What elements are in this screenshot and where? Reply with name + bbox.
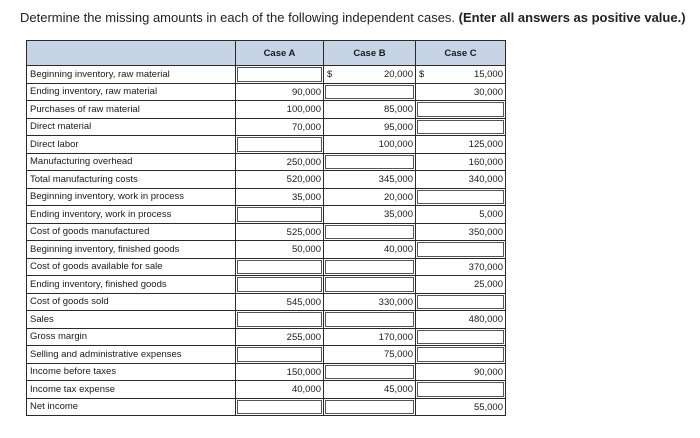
answer-input[interactable] bbox=[325, 85, 414, 100]
case-a-cell bbox=[236, 363, 324, 381]
instruction-main: Determine the missing amounts in each of the following independent cases. bbox=[20, 10, 456, 25]
given-value: 5,000 bbox=[479, 209, 503, 220]
case-a-cell[interactable] bbox=[236, 136, 324, 154]
table-row bbox=[27, 258, 506, 276]
instruction-emphasis: (Enter all answers as positive value.) bbox=[458, 10, 686, 25]
given-value: 20,000 bbox=[383, 191, 413, 203]
case-c-cell bbox=[416, 136, 506, 154]
case-a-cell[interactable] bbox=[236, 346, 324, 364]
case-b-cell bbox=[324, 206, 416, 224]
case-c-cell bbox=[416, 258, 506, 276]
case-a-cell bbox=[236, 153, 324, 171]
row-label: Income before taxes bbox=[27, 363, 236, 381]
answer-input[interactable] bbox=[237, 347, 322, 362]
answer-input[interactable] bbox=[325, 365, 414, 380]
table-row bbox=[27, 206, 506, 224]
case-b-cell[interactable] bbox=[324, 363, 416, 381]
row-label: Direct labor bbox=[27, 136, 236, 154]
header-case-b: Case B bbox=[324, 41, 416, 66]
case-c-cell[interactable] bbox=[416, 241, 506, 259]
dollar-sign: $ bbox=[419, 69, 425, 80]
given-value: 545,000 bbox=[286, 296, 321, 308]
header-case-c: Case C bbox=[416, 41, 506, 66]
case-b-cell bbox=[324, 328, 416, 346]
given-value: 90,000 bbox=[291, 86, 321, 98]
case-b-cell[interactable] bbox=[324, 223, 416, 241]
row-label: Gross margin bbox=[27, 328, 236, 346]
table-row bbox=[27, 241, 506, 259]
header-row bbox=[27, 41, 506, 66]
row-label: Beginning inventory, work in process bbox=[27, 188, 236, 206]
table-row bbox=[27, 346, 506, 364]
row-label: Selling and administrative expenses bbox=[27, 346, 236, 364]
case-a-cell bbox=[236, 188, 324, 206]
given-value: 95,000 bbox=[383, 121, 413, 133]
case-c-cell bbox=[416, 223, 506, 241]
given-value: 370,000 bbox=[468, 261, 503, 273]
case-b-cell bbox=[324, 346, 416, 364]
case-a-cell[interactable] bbox=[236, 276, 324, 294]
given-value: 35,000 bbox=[383, 209, 413, 220]
table-row bbox=[27, 136, 506, 154]
answer-input[interactable] bbox=[237, 277, 322, 292]
given-value: 90,000 bbox=[473, 366, 503, 378]
row-label: Manufacturing overhead bbox=[27, 153, 236, 171]
case-c-cell bbox=[416, 398, 506, 416]
table-row bbox=[27, 223, 506, 241]
answer-input[interactable] bbox=[417, 242, 504, 257]
case-c-cell[interactable] bbox=[416, 188, 506, 206]
answer-input[interactable] bbox=[417, 295, 504, 310]
table-body bbox=[27, 66, 506, 416]
given-value: 150,000 bbox=[286, 366, 321, 378]
given-value: 170,000 bbox=[378, 331, 413, 343]
given-value: 330,000 bbox=[378, 296, 413, 308]
answer-input[interactable] bbox=[237, 260, 322, 275]
instruction-text bbox=[20, 10, 686, 25]
table-row bbox=[27, 398, 506, 416]
case-a-cell bbox=[236, 328, 324, 346]
row-label: Total manufacturing costs bbox=[27, 171, 236, 189]
answer-input[interactable] bbox=[325, 312, 414, 327]
answer-input[interactable] bbox=[417, 330, 504, 345]
given-value: 160,000 bbox=[468, 156, 503, 168]
case-b-cell bbox=[324, 241, 416, 259]
table-row bbox=[27, 381, 506, 399]
row-label: Cost of goods manufactured bbox=[27, 223, 236, 241]
answer-input[interactable] bbox=[325, 260, 414, 275]
case-c-cell bbox=[416, 153, 506, 171]
table-row bbox=[27, 153, 506, 171]
row-label: Cost of goods sold bbox=[27, 293, 236, 311]
table-row bbox=[27, 293, 506, 311]
answer-input[interactable] bbox=[237, 137, 322, 152]
given-value: 70,000 bbox=[291, 121, 321, 133]
header-label bbox=[27, 41, 236, 66]
case-c-cell bbox=[416, 206, 506, 224]
case-c-cell bbox=[416, 83, 506, 101]
given-value: 20,000 bbox=[383, 69, 413, 80]
row-label: Net income bbox=[27, 398, 236, 416]
case-a-cell bbox=[236, 381, 324, 399]
table-row bbox=[27, 118, 506, 136]
case-b-cell bbox=[324, 381, 416, 399]
answer-input[interactable] bbox=[417, 120, 504, 135]
given-value: 15,000 bbox=[473, 69, 503, 80]
answer-input[interactable] bbox=[325, 277, 414, 292]
given-value: 85,000 bbox=[383, 104, 413, 115]
row-label: Income tax expense bbox=[27, 381, 236, 399]
case-a-cell[interactable] bbox=[236, 206, 324, 224]
given-value: 255,000 bbox=[286, 331, 321, 343]
answer-input[interactable] bbox=[325, 155, 414, 170]
dollar-sign: $ bbox=[327, 69, 333, 80]
case-c-cell[interactable] bbox=[416, 346, 506, 364]
case-b-cell[interactable] bbox=[324, 311, 416, 329]
answer-input[interactable] bbox=[237, 207, 322, 222]
given-value: 250,000 bbox=[286, 156, 321, 168]
row-label: Cost of goods available for sale bbox=[27, 258, 236, 276]
case-a-cell bbox=[236, 293, 324, 311]
given-value: 525,000 bbox=[286, 226, 321, 238]
answer-input[interactable] bbox=[417, 190, 504, 205]
answer-input[interactable] bbox=[325, 400, 414, 415]
table-row bbox=[27, 66, 506, 84]
row-label: Beginning inventory, raw material bbox=[27, 66, 236, 84]
row-label: Ending inventory, work in process bbox=[27, 206, 236, 224]
row-label: Beginning inventory, finished goods bbox=[27, 241, 236, 259]
case-a-cell[interactable] bbox=[236, 311, 324, 329]
given-value: 125,000 bbox=[468, 139, 503, 150]
case-c-cell bbox=[416, 311, 506, 329]
case-b-cell bbox=[324, 101, 416, 119]
case-c-cell[interactable] bbox=[416, 328, 506, 346]
answer-input[interactable] bbox=[237, 312, 322, 327]
case-b-cell[interactable] bbox=[324, 398, 416, 416]
row-label: Ending inventory, raw material bbox=[27, 83, 236, 101]
table-row bbox=[27, 363, 506, 381]
answer-input[interactable] bbox=[417, 102, 504, 117]
case-b-cell bbox=[324, 118, 416, 136]
answer-input[interactable] bbox=[417, 347, 504, 362]
case-c-cell[interactable] bbox=[416, 101, 506, 119]
header-case-a: Case A bbox=[236, 41, 324, 66]
case-b-cell bbox=[324, 66, 416, 84]
case-b-cell bbox=[324, 136, 416, 154]
given-value: 100,000 bbox=[378, 139, 413, 150]
case-c-cell[interactable] bbox=[416, 118, 506, 136]
given-value: 75,000 bbox=[383, 349, 413, 360]
case-c-cell[interactable] bbox=[416, 293, 506, 311]
row-label: Purchases of raw material bbox=[27, 101, 236, 119]
table-row bbox=[27, 101, 506, 119]
table-row bbox=[27, 328, 506, 346]
case-a-cell bbox=[236, 83, 324, 101]
answer-input[interactable] bbox=[237, 67, 322, 82]
case-c-cell[interactable] bbox=[416, 381, 506, 399]
given-value: 40,000 bbox=[291, 384, 321, 395]
cases-table bbox=[26, 40, 506, 416]
given-value: 55,000 bbox=[473, 401, 503, 413]
table-row bbox=[27, 311, 506, 329]
table-row bbox=[27, 171, 506, 189]
case-c-cell bbox=[416, 171, 506, 189]
answer-input[interactable] bbox=[417, 382, 504, 397]
answer-input[interactable] bbox=[325, 225, 414, 240]
case-c-cell bbox=[416, 276, 506, 294]
case-b-cell[interactable] bbox=[324, 258, 416, 276]
case-b-cell[interactable] bbox=[324, 276, 416, 294]
case-a-cell[interactable] bbox=[236, 398, 324, 416]
case-b-cell[interactable] bbox=[324, 83, 416, 101]
case-b-cell bbox=[324, 171, 416, 189]
case-a-cell bbox=[236, 101, 324, 119]
given-value: 350,000 bbox=[468, 226, 503, 238]
case-a-cell bbox=[236, 118, 324, 136]
given-value: 50,000 bbox=[291, 244, 321, 255]
case-a-cell bbox=[236, 171, 324, 189]
case-a-cell[interactable] bbox=[236, 66, 324, 84]
answer-input[interactable] bbox=[237, 400, 322, 415]
table-row bbox=[27, 276, 506, 294]
given-value: 35,000 bbox=[291, 191, 321, 203]
given-value: 45,000 bbox=[383, 384, 413, 395]
given-value: 25,000 bbox=[473, 279, 503, 290]
given-value: 40,000 bbox=[383, 244, 413, 255]
given-value: 30,000 bbox=[473, 86, 503, 98]
case-b-cell[interactable] bbox=[324, 153, 416, 171]
case-b-cell bbox=[324, 188, 416, 206]
given-value: 480,000 bbox=[468, 314, 503, 325]
table-row bbox=[27, 188, 506, 206]
case-b-cell bbox=[324, 293, 416, 311]
case-a-cell[interactable] bbox=[236, 258, 324, 276]
row-label: Sales bbox=[27, 311, 236, 329]
given-value: 345,000 bbox=[378, 174, 413, 185]
given-value: 520,000 bbox=[286, 174, 321, 185]
case-c-cell bbox=[416, 66, 506, 84]
case-c-cell bbox=[416, 363, 506, 381]
case-a-cell bbox=[236, 223, 324, 241]
given-value: 340,000 bbox=[468, 174, 503, 185]
table-row bbox=[27, 83, 506, 101]
case-a-cell bbox=[236, 241, 324, 259]
row-label: Ending inventory, finished goods bbox=[27, 276, 236, 294]
row-label: Direct material bbox=[27, 118, 236, 136]
given-value: 100,000 bbox=[286, 104, 321, 115]
